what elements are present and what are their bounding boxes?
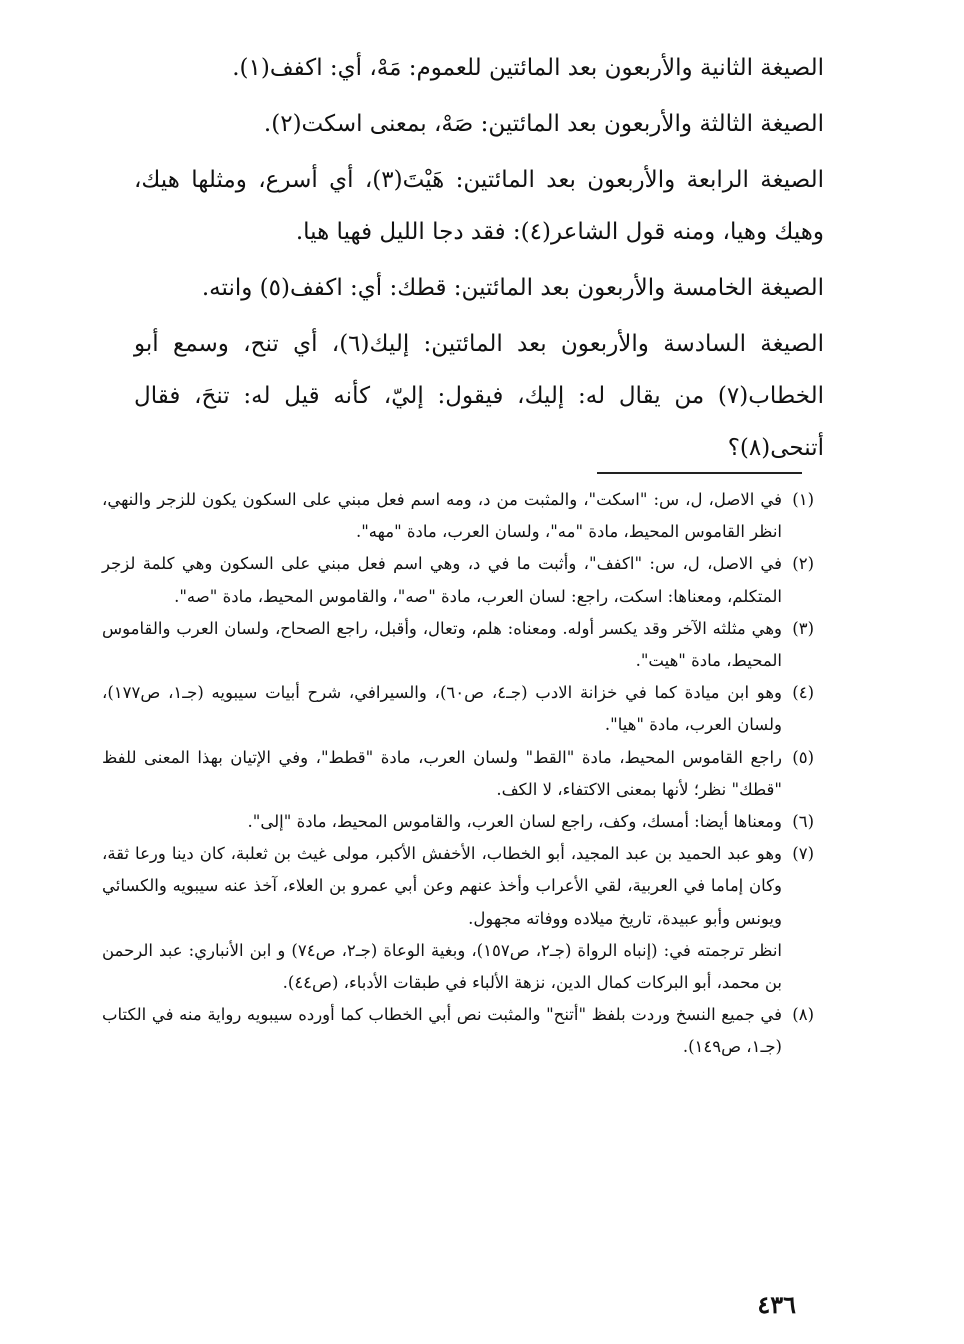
page-number: ٤٣٦ <box>757 1290 796 1319</box>
footnotes <box>102 484 814 1064</box>
paragraph-242: الصيغة الثانية والأربعون بعد المائتين للعموم: مَهْ، أي: اكفف(١). <box>232 55 824 81</box>
footnote-text: في جميع النسخ وردت بلفظ "أتنح" والمثبت نص أبي الخطاب كما أورده سيبويه رواية منه في الكتاب (جـ١، ص١٤٩). <box>102 1005 782 1057</box>
footnote-number: (٧) <box>792 844 814 864</box>
footnote-text: انظر ترجمته في: (إنباه الرواة (جـ٢، ص١٥٧)، وبغية الوعاة (جـ٢، ص٧٤) و ابن الأنباري: عبد الرحمن بن محمد، أبو البركات كمال الدين، نزهة الألباء في طبقات الأدباء، (ص٤٤). <box>102 940 782 993</box>
paragraph-244: الصيغة الرابعة والأربعون بعد المائتين: هَيْتَ(٣)، أي أسرع، ومثلها هيك، وهيك وهيا، ومنه قول الشاعر(٤): فقد دجا الليل فهيا هيا. <box>134 167 824 245</box>
footnote-6 <box>102 806 814 838</box>
footnote-number: (٥) <box>792 747 814 767</box>
paragraph-243: الصيغة الثالثة والأربعون بعد المائتين: صَهْ، بمعنى اسكت(٢). <box>263 111 824 137</box>
footnote-number: (٦) <box>792 812 814 832</box>
footnote-text: راجع القاموس المحيط، مادة "القط" ولسان العرب، مادة "قطط"، وفي الإتيان بهذا المعنى للفظ "قطك" نظر؛ لأنها بمعنى الاكتفاء، لا الكف. <box>102 747 782 799</box>
footnote-8 <box>102 999 814 1063</box>
footnote-1 <box>102 484 814 548</box>
footnote-text: وهي مثلثه الآخر وقد يكسر أوله. ومعناه: هلم، وتعال، وأقبل، راجع الصحاح، ولسان العرب والقاموس المحيط، مادة "هيت". <box>102 618 782 671</box>
footnote-text: وهو ابن ميادة كما في خزانة الادب (جـ٤، ص٦٠)، والسيرافي، شرح أبيات سيبويه (جـ١، ص١٧٧)، ولسان العرب، مادة "هيا". <box>102 683 782 735</box>
footnote-separator <box>597 472 802 474</box>
footnote-7 <box>102 838 814 935</box>
paragraph-246: الصيغة السادسة والأربعون بعد المائتين: إليك(٦)، أي تنح، وسمع أبو الخطاب(٧) من يقال له: إليك، فيقول: إليّ، كأنه قيل له: تنحَ، فقال أتنحى(٨)؟ <box>134 331 824 461</box>
footnote-text: وهو عبد الحميد بن عبد المجيد، أبو الخطاب، الأخفش الأكبر، مولى غيث بن ثعلبة، كان دينا ورعا ثقة، وكان إماما في العربية، لقي الأعراب وأخذ عنهم وعن أبي عمرو بن العلاء، آخذ عنه سيبويه والكسائي ويونس وأبو عبيدة، تاريخ ميلاده ووفاته مجهول. <box>102 844 782 928</box>
paragraph-245: الصيغة الخامسة والأربعون بعد المائتين: قطك: أي: اكفف(٥) وانته. <box>201 275 824 301</box>
footnote-number: (٤) <box>792 683 814 703</box>
footnote-7-continued <box>102 935 814 999</box>
footnote-text: في الاصل، ل، س: "اسكت"، والمثبت من د، ومه اسم فعل مبني على السكون يكون للزجر والنهي، انظر القاموس المحيط، مادة "مه"، ولسان العرب، مادة "مهه". <box>102 490 782 542</box>
footnote-5 <box>102 742 814 806</box>
footnote-3 <box>102 613 814 677</box>
footnote-number: (٢) <box>792 554 814 574</box>
footnote-2 <box>102 548 814 612</box>
footnote-number: (١) <box>792 490 814 509</box>
footnote-text: ومعناها أيضا: أمسك، وكف، راجع لسان العرب، والقاموس المحيط، مادة "إلى". <box>247 812 782 832</box>
footnote-number: (٣) <box>792 618 814 638</box>
footnote-number: (٨) <box>792 1005 814 1025</box>
footnote-text: في الاصل، ل، س: "اكفف"، وأثبت ما في د، وهي اسم فعل مبني على السكون وهي كلمة لزجر المتكلم، ومعناها: اسكت، راجع: لسان العرب، مادة "صه"، والقاموس المحيط، مادة "صه". <box>102 554 782 606</box>
footnote-4 <box>102 677 814 741</box>
main-text <box>134 42 824 474</box>
